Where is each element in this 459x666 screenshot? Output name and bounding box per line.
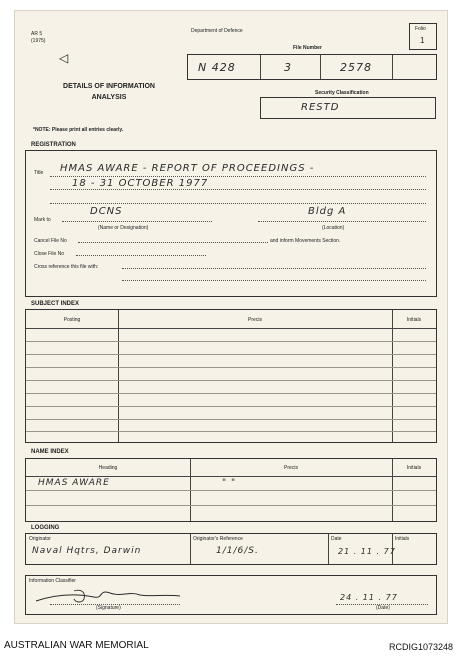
table-row xyxy=(26,431,436,432)
department-label: Department of Defence xyxy=(191,28,243,34)
table-row xyxy=(26,354,436,355)
close-file-label: Close File No xyxy=(34,251,65,257)
table-row xyxy=(26,490,436,491)
file-number-divider xyxy=(260,55,261,79)
file-number-box xyxy=(187,54,437,80)
file-number-divider xyxy=(320,55,321,79)
title-line xyxy=(50,189,426,190)
signature-caption: (Signature) xyxy=(96,605,121,611)
column-divider xyxy=(118,310,119,442)
close-file-line xyxy=(76,255,206,256)
table-row xyxy=(26,393,436,394)
security-label: Security Classification xyxy=(315,90,369,96)
form-year: (1975) xyxy=(31,38,46,44)
file-number-part: N 428 xyxy=(198,61,236,74)
file-number-divider xyxy=(392,55,393,79)
security-value: RESTD xyxy=(301,102,340,113)
name-entry-precis: " " xyxy=(222,478,237,488)
mark-to-name: DCNS xyxy=(90,206,123,217)
cancel-file-label: Cancel File No xyxy=(34,238,67,244)
originator-label: Originator xyxy=(29,536,51,542)
header-rule xyxy=(26,328,436,329)
classifier-date-value: 24 . 11 . 77 xyxy=(340,593,398,602)
form-sheet xyxy=(14,10,448,624)
location-caption: (Location) xyxy=(322,225,345,231)
mark-to-location: Bldg A xyxy=(308,206,347,217)
name-index-table xyxy=(25,458,437,522)
title-label: Title xyxy=(34,170,44,176)
table-row xyxy=(26,380,436,381)
cross-ref-label: Cross reference this file with: xyxy=(34,264,99,270)
form-code: AR 5 xyxy=(31,31,43,37)
title-line xyxy=(50,203,426,204)
file-number-part: 2578 xyxy=(340,61,372,74)
title-value-line1: HMAS AWARE - REPORT OF PROCEEDINGS - xyxy=(60,163,315,174)
file-number-part: 3 xyxy=(284,61,292,74)
classifier-label: Information Classifier xyxy=(29,578,76,584)
footer-record-id: RCDIG1073248 xyxy=(388,642,453,652)
cancel-file-suffix: and inform Movements Section. xyxy=(270,238,341,244)
table-row xyxy=(26,367,436,368)
date-value: 21 . 11 . 77 xyxy=(338,547,396,556)
classifier-box xyxy=(25,575,437,615)
file-number-label: File Number xyxy=(293,45,322,51)
table-row xyxy=(26,419,436,420)
title-line xyxy=(50,176,426,177)
registration-heading: REGISTRATION xyxy=(31,142,76,148)
column-divider xyxy=(392,310,393,442)
mark-to-name-line xyxy=(62,221,212,222)
name-caption: (Name or Designation) xyxy=(98,225,149,231)
title-value-line2: 18 - 31 OCTOBER 1977 xyxy=(72,178,209,189)
mark-to-location-line xyxy=(258,221,426,222)
cross-ref-line xyxy=(122,280,426,281)
column-header: Posting xyxy=(63,317,81,323)
form-title-line2: ANALYSIS xyxy=(91,94,127,101)
subject-index-heading: SUBJECT INDEX xyxy=(31,301,80,307)
logging-heading: LOGGING xyxy=(31,525,60,531)
classifier-date-caption: (Date) xyxy=(376,605,390,611)
column-header: Heading xyxy=(98,465,118,471)
subject-index-table xyxy=(25,309,437,443)
print-note: *NOTE: Please print all entries clearly. xyxy=(33,127,124,133)
security-box xyxy=(260,97,436,119)
reference-label: Originator's Reference xyxy=(193,536,243,542)
column-divider xyxy=(328,534,329,564)
table-row xyxy=(26,505,436,506)
column-divider xyxy=(190,534,191,564)
initials-label: Initials xyxy=(395,536,410,542)
form-title-line1: DETAILS OF INFORMATION xyxy=(63,83,155,90)
pin-mark-icon: ◁ xyxy=(59,51,69,65)
cross-ref-line xyxy=(122,268,426,269)
header-rule xyxy=(26,476,436,477)
column-header: Initials xyxy=(406,317,422,323)
footer-archive-name: AUSTRALIAN WAR MEMORIAL xyxy=(4,640,149,651)
date-label: Date xyxy=(331,536,342,542)
table-row xyxy=(26,406,436,407)
column-header: Precis xyxy=(248,317,262,323)
column-header: Precis xyxy=(284,465,298,471)
folio-value: 1 xyxy=(420,36,425,45)
mark-to-label: Mark to xyxy=(34,217,51,223)
logging-box xyxy=(25,533,437,565)
name-entry-heading: HMAS AWARE xyxy=(38,478,110,488)
cancel-file-line xyxy=(78,242,268,243)
originator-value: Naval Hqtrs, Darwin xyxy=(32,546,142,556)
reference-value: 1/1/6/S. xyxy=(216,546,259,556)
folio-box xyxy=(409,23,437,50)
name-index-heading: NAME INDEX xyxy=(31,449,69,455)
folio-label: Folio xyxy=(415,26,426,32)
column-header: Initials xyxy=(406,465,422,471)
table-row xyxy=(26,341,436,342)
registration-box xyxy=(25,150,437,297)
